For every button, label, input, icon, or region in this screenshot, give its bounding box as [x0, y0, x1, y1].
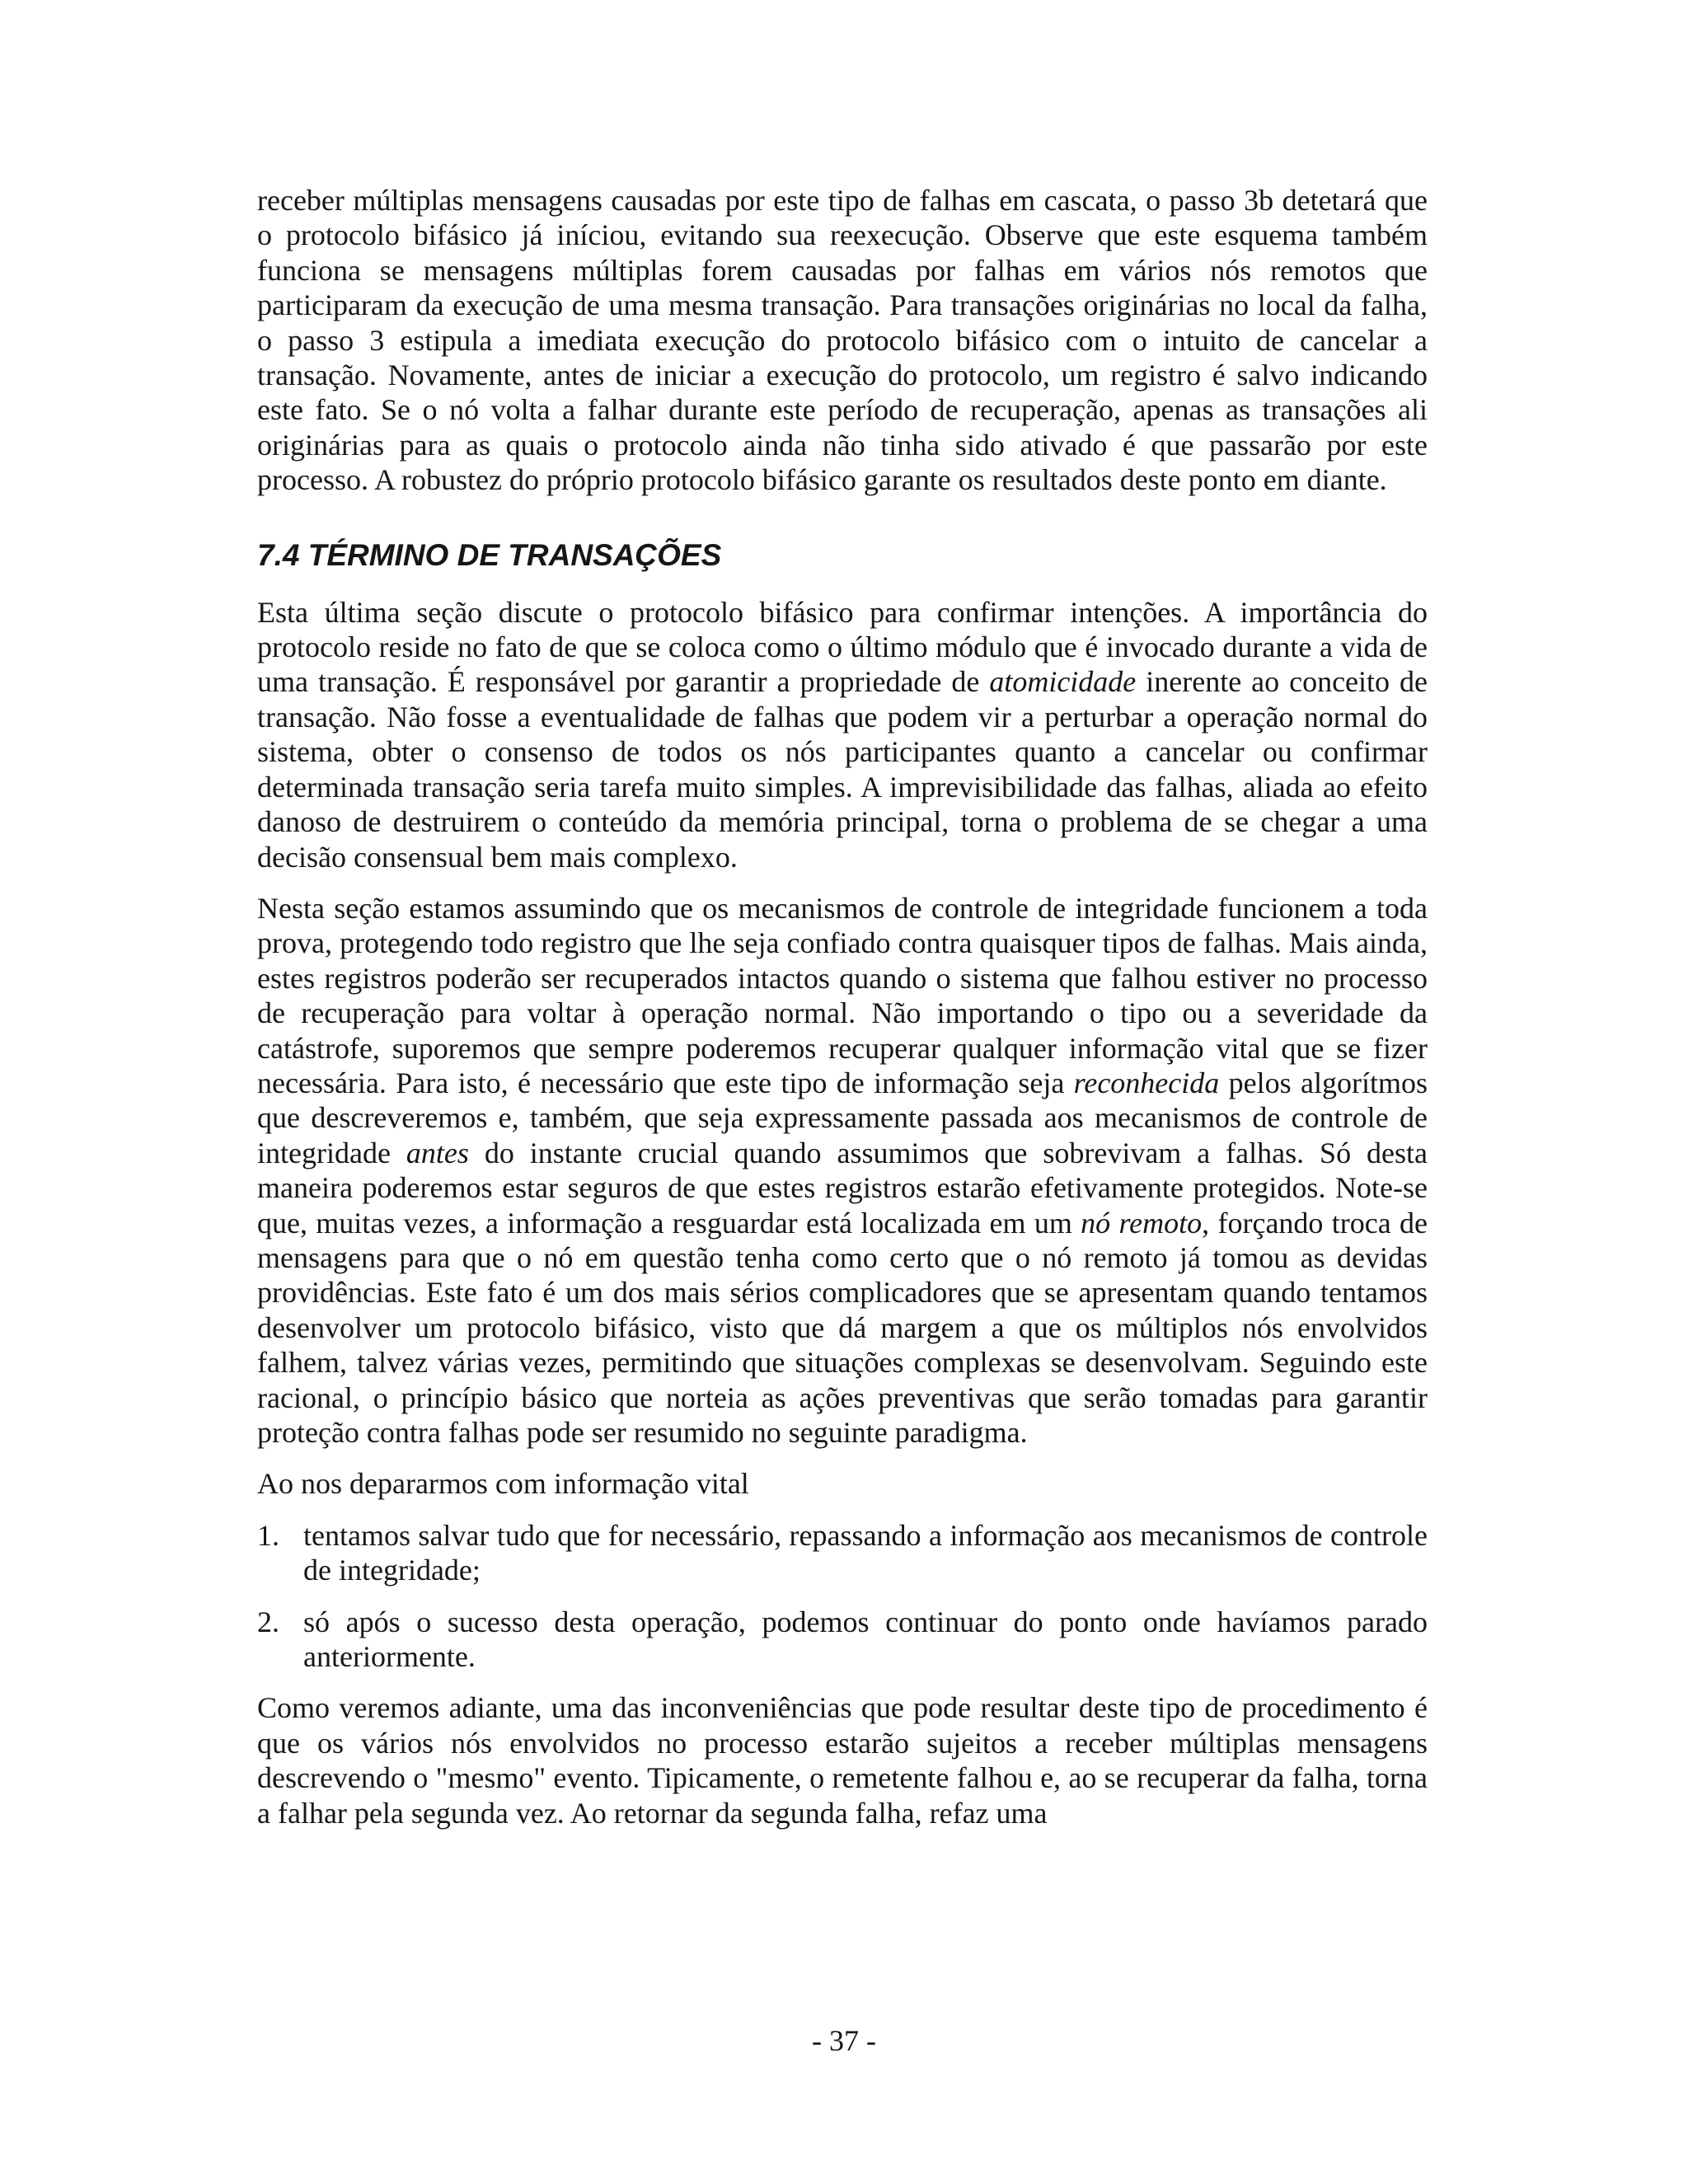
list-item-text: tentamos salvar tudo que for necessário, repassando a informação aos mecanismos de controle de integridade;	[303, 1518, 1428, 1587]
emphasis-no-remoto: nó remoto	[1081, 1206, 1203, 1240]
paragraph-closing: Como veremos adiante, uma das inconveniências que pode resultar deste tipo de procedimento é que os vários nós envolvidos no processo estarão sujeitos a receber múltiplas mensagens descrevendo o "mesmo" evento. Tipicamente, o remetente falhou e, ao se recuperar da falha, torna a falhar pela segunda vez. Ao retornar da segunda falha, refaz uma	[257, 1691, 1428, 1830]
emphasis-antes: antes	[406, 1136, 469, 1169]
emphasis-reconhecida: reconhecida	[1073, 1066, 1220, 1099]
paragraph-integrity	[257, 891, 1428, 1451]
emphasis-atomicidade: atomicidade	[989, 665, 1137, 699]
paragraph-intro	[257, 595, 1428, 874]
list-number: 2.	[257, 1605, 279, 1638]
paradigm-list	[257, 1518, 1428, 1675]
list-item	[257, 1605, 1428, 1675]
list-item	[257, 1518, 1428, 1588]
text-span: inerente ao conceito de transação. Não fosse a eventualidade de falhas que podem vir a perturbar a operação normal do sistema, obter o consenso de todos os nós participantes quanto a cancelar ou confirmar determinada transação seria tarefa muito simples. A imprevisibilidade das falhas, aliada ao efeito danoso de destruirem o conteúdo da memória principal, torna o problema de se chegar a uma decisão consensual bem mais complexo.	[257, 665, 1428, 874]
section-heading: 7.4 TÉRMINO DE TRANSAÇÕES	[257, 537, 722, 572]
text-span: Nesta seção estamos assumindo que os mecanismos de controle de integridade funcionem a toda prova, protegendo todo registro que lhe seja confiado contra quaisquer tipos de falhas. Mais ainda, estes registros poderão ser recuperados intactos quando o sistema que falhou estiver no processo de recuperação para voltar à operação normal. Não importando o tipo ou a severidade da catástrofe, suporemos que sempre poderemos recuperar qualquer informação vital que se fizer necessária. Para isto, é necessário que este tipo de informação seja	[257, 891, 1428, 1099]
text-span: , forçando troca de mensagens para que o nó em questão tenha como certo que o nó remoto já tomou as devidas providências. Este fato é um dos mais sérios complicadores que se apresentam quando tentamos desenvolver um protocolo bifásico, visto que dá margem a que os múltiplos nós envolvidos falhem, talvez várias vezes, permitindo que situações complexas se desenvolvam. Seguindo este racional, o princípio básico que norteia as ações preventivas que serão tomadas para garantir proteção contra falhas pode ser resumido no seguinte paradigma.	[257, 1206, 1428, 1449]
list-number: 1.	[257, 1518, 279, 1552]
text-span: do instante crucial quando assumimos que sobrevivam a falhas. Só desta maneira poderemos estar seguros de que estes registros estarão efetivamente protegidos. Note-se que, muitas vezes, a informação a resguardar está localizada em um	[257, 1136, 1428, 1240]
paragraph-paradigm-lead: Ao nos depararmos com informação vital	[257, 1467, 749, 1501]
page-number: - 37 -	[812, 2024, 876, 2057]
list-item-text: só após o sucesso desta operação, podemos continuar do ponto onde havíamos parado anteriormente.	[303, 1605, 1428, 1674]
page-body	[257, 183, 1428, 1830]
paragraph-continuation: receber múltiplas mensagens causadas por este tipo de falhas em cascata, o passo 3b detetará que o protocolo bifásico já iníciou, evitando sua reexecução. Observe que este esquema também funciona se mensagens múltiplas forem causadas por falhas em vários nós remotos que participaram da execução de uma mesma transação. Para transações originárias no local da falha, o passo 3 estipula a imediata execução do protocolo bifásico com o intuito de cancelar a transação. Novamente, antes de iniciar a execução do protocolo, um registro é salvo indicando este fato. Se o nó volta a falhar durante este período de recuperação, apenas as transações ali originárias para as quais o protocolo ainda não tinha sido ativado é que passarão por este processo. A robustez do próprio protocolo bifásico garante os resultados deste ponto em diante.	[257, 184, 1428, 497]
text-span: pelos algorítmos que descreveremos e, também, que seja expressamente passada aos mecanismos de controle de integridade	[257, 1066, 1428, 1169]
text-span: Esta última seção discute o protocolo bifásico para confirmar intenções. A importância do protocolo reside no fato de que se coloca como o último módulo que é invocado durante a vida de uma transação. É responsável por garantir a propriedade de	[257, 595, 1428, 699]
